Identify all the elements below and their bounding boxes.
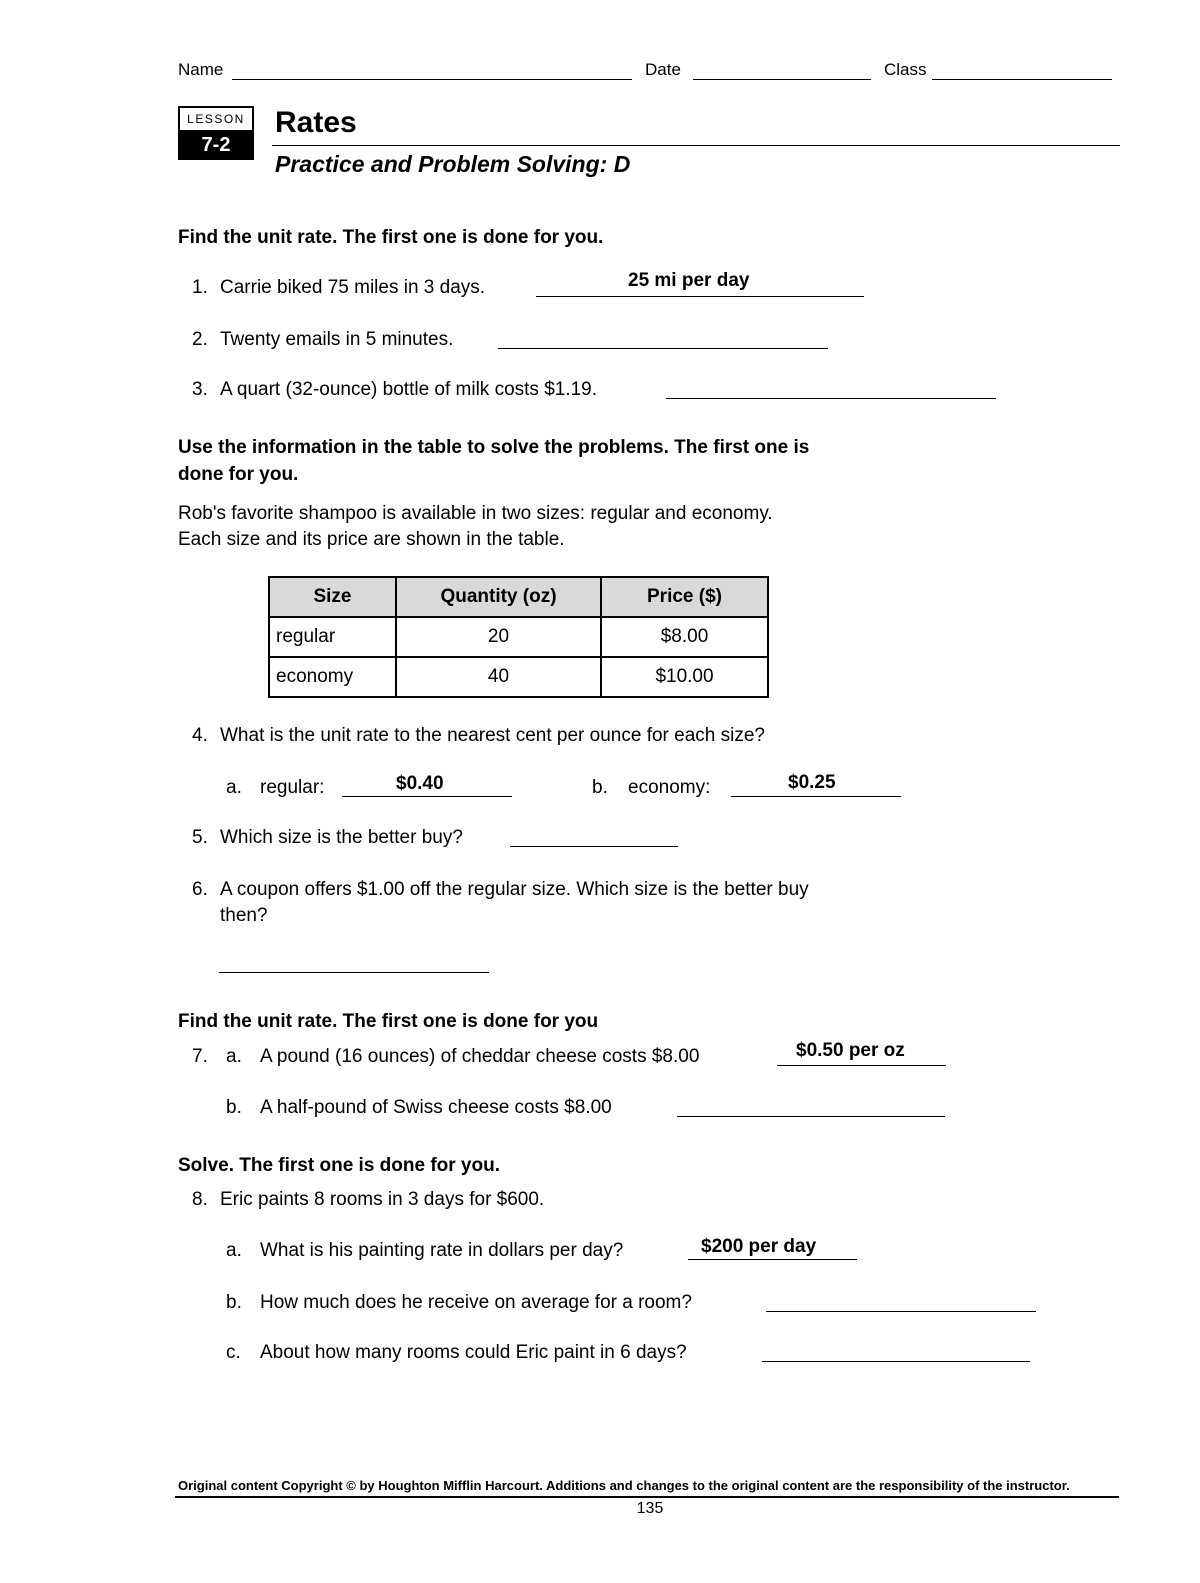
q4-text: What is the unit rate to the nearest cent per ounce for each size? [220,725,765,746]
q8a-label: a. [226,1240,242,1261]
q4b-text: economy: [628,777,711,798]
q8c-text: About how many rooms could Eric paint in 6 days? [260,1342,687,1363]
class-field-line[interactable] [932,79,1112,80]
q3-number: 3. [192,379,208,400]
q7b-text: A half-pound of Swiss cheese costs $8.00 [260,1097,612,1118]
page-number: 135 [636,1500,664,1517]
footer-rule [175,1496,1119,1498]
q5-answer-line[interactable] [510,846,678,847]
q7b-label: b. [226,1097,242,1118]
table-cell-price: $10.00 [601,657,768,697]
q4a-answer: $0.40 [396,773,444,794]
table-header-row [269,577,768,617]
q3-answer-line[interactable] [666,398,996,399]
q8-number: 8. [192,1189,208,1210]
q4-number: 4. [192,725,208,746]
section2-instruction-line1: Use the information in the table to solve the problems. The first one is [178,437,810,458]
q8a-text: What is his painting rate in dollars per day? [260,1240,624,1261]
shampoo-table [268,576,769,698]
q7a-answer: $0.50 per oz [796,1040,905,1061]
q8b-text: How much does he receive on average for a room? [260,1292,692,1313]
q4b-answer: $0.25 [788,772,836,793]
q4b-label: b. [592,777,608,798]
q8b-answer-line[interactable] [766,1311,1036,1312]
q2-number: 2. [192,329,208,350]
q5-number: 5. [192,827,208,848]
q6-answer-line[interactable] [219,972,489,973]
table-cell-price: $8.00 [601,617,768,657]
q2-answer-line[interactable] [498,348,828,349]
page-title: Rates [275,106,357,139]
q8c-label: c. [226,1342,241,1363]
table-cell-quantity: 20 [396,617,601,657]
q3-text: A quart (32-ounce) bottle of milk costs $1.19. [220,379,598,400]
q4b-answer-line[interactable] [731,796,901,797]
q8-text: Eric paints 8 rooms in 3 days for $600. [220,1189,545,1210]
q6-text-line2: then? [220,905,268,926]
date-label: Date [645,60,681,79]
q4a-label: a. [226,777,242,798]
q7a-text: A pound (16 ounces) of cheddar cheese costs $8.00 [260,1046,700,1067]
q4a-text: regular: [260,777,325,798]
table-header-size: Size [269,577,396,617]
table-row [269,617,768,657]
q1-text: Carrie biked 75 miles in 3 days. [220,277,486,298]
table-row [269,657,768,697]
q8a-answer: $200 per day [701,1236,817,1257]
q4a-answer-line[interactable] [342,796,512,797]
lesson-badge [178,106,254,158]
title-rule [272,145,1120,146]
q7-number: 7. [192,1046,208,1067]
table-header-price: Price ($) [601,577,768,617]
section4-instruction: Solve. The first one is done for you. [178,1155,500,1176]
q1-answer: 25 mi per day [628,270,750,291]
name-label: Name [178,60,224,79]
table-cell-size: regular [269,617,396,657]
table-cell-size: economy [269,657,396,697]
q7a-answer-line[interactable] [777,1065,946,1066]
q1-number: 1. [192,277,208,298]
q8a-answer-line[interactable] [688,1259,857,1260]
q6-number: 6. [192,879,208,900]
section2-instruction-line2: done for you. [178,464,299,485]
q8b-label: b. [226,1292,242,1313]
table-cell-quantity: 40 [396,657,601,697]
q2-text: Twenty emails in 5 minutes. [220,329,454,350]
q6-text-line1: A coupon offers $1.00 off the regular size. Which size is the better buy [220,879,809,900]
q1-answer-line[interactable] [536,296,864,297]
section1-instruction: Find the unit rate. The first one is done for you. [178,227,604,248]
name-field-line[interactable] [232,79,632,80]
lesson-label: LESSON [178,106,254,130]
class-label: Class [884,60,927,79]
q7a-label: a. [226,1046,242,1067]
date-field-line[interactable] [693,79,871,80]
lesson-number: 7-2 [178,130,254,160]
q8c-answer-line[interactable] [762,1361,1030,1362]
section2-intro-line1: Rob's favorite shampoo is available in two sizes: regular and economy. [178,503,773,524]
page-subtitle: Practice and Problem Solving: D [275,151,631,177]
section3-instruction: Find the unit rate. The first one is done for you [178,1011,599,1032]
q5-text: Which size is the better buy? [220,827,463,848]
copyright-notice: Original content Copyright © by Houghton Mifflin Harcourt. Additions and changes to the original content are the responsibility of the instructor. [178,1478,1070,1493]
q7b-answer-line[interactable] [677,1116,945,1117]
section2-intro-line2: Each size and its price are shown in the table. [178,529,565,550]
table-header-quantity: Quantity (oz) [396,577,601,617]
